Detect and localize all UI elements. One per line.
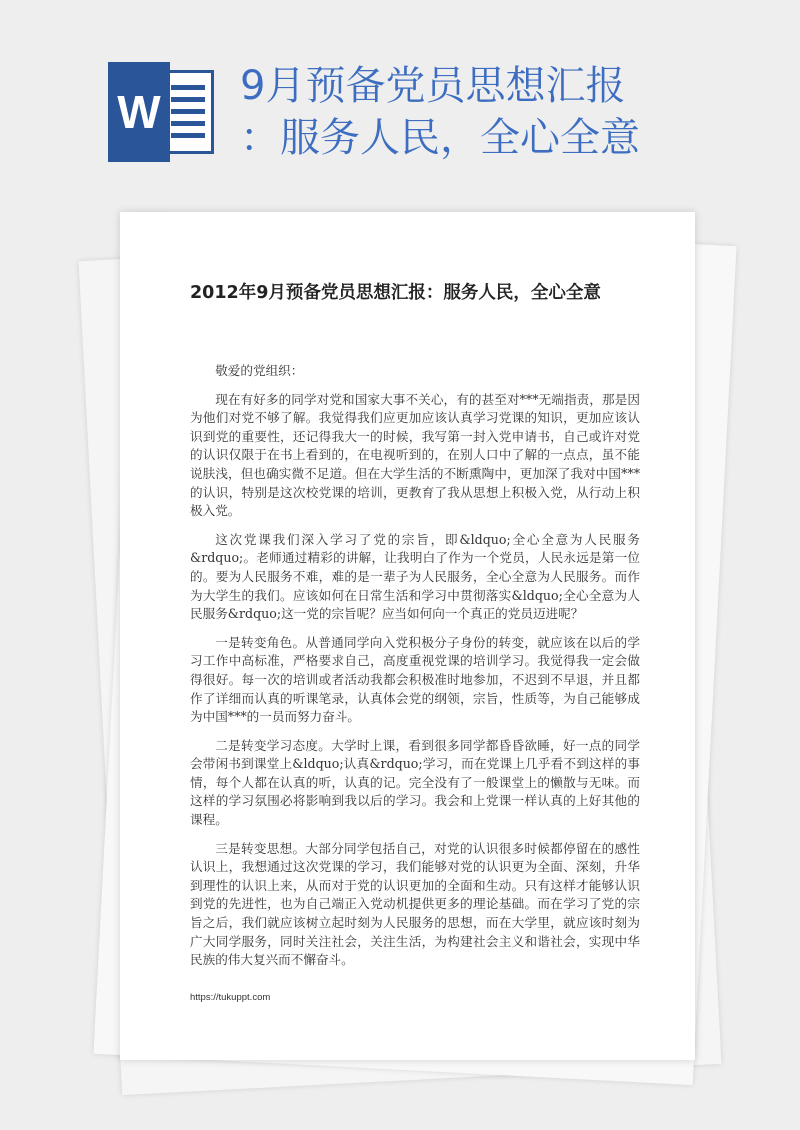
header <box>0 0 800 200</box>
page-title <box>240 60 780 164</box>
document-body <box>190 362 640 980</box>
paragraph-3: 一是转变角色。从普通同学向入党积极分子身份的转变，就应该在以后的学习工作中高标准，严格要求自己，高度重视党课的培训学习。我觉得我一定会做得很好。每一次的培训或者活动我都会积极准时地参加，不迟到不早退，并且都作了详细而认真的听课笔录，认真体会党的纲领，宗旨，性质等，为自己能够成为中国***的一员而努力奋斗。 <box>190 634 640 725</box>
document-title: 2012年9月预备党员思想汇报：服务人民，全心全意 <box>190 283 601 303</box>
salutation: 敬爱的党组织： <box>215 363 304 378</box>
title-line-1: 9月预备党员思想汇报 <box>240 63 626 109</box>
paragraph-5: 三是转变思想。大部分同学包括自己，对党的认识很多时候都停留在的感性认识上，我想通过这次党课的学习，我们能够对党的认识更为全面、深刻，升华到理性的认识上来，从而对于党的认识更加的全面和生动。只有这样才能够认识到党的先进性，也为自己端正入党动机提供更多的理论基础。而在学习了党的宗旨之后，我们就应该树立起时刻为人民服务的思想，而在大学里，就应该时刻为广大同学服务，同时关注社会，关注生活，为构建社会主义和谐社会，实现中华民族的伟大复兴而不懈奋斗。 <box>190 840 640 968</box>
word-letter: W <box>108 62 170 162</box>
paragraph-1: 现在有好多的同学对党和国家大事不关心，有的甚至对***无端指责，那是因为他们对党不够了解。我觉得我们应更加应该认真学习党课的知识，更加应该认识到党的重要性，还记得我大一的时候，我写第一封入党申请书，自己或许对党的认识仅限于在书上看到的，在电视听到的，在别人口中了解的一点点，虽不能说肤浅，但也确实微不足道。但在大学生活的不断熏陶中，更加深了我对中国***的认识，特别是这次校党课的培训，更教育了我从思想上积极入党，从行动上积极入党。 <box>190 391 640 519</box>
source-url: https://tukuppt.com <box>190 992 271 1003</box>
document-page <box>120 212 695 1060</box>
paragraph-4: 二是转变学习态度。大学时上课，看到很多同学都昏昏欲睡，好一点的同学会带闲书到课堂上&ldquo;认真&rdquo;学习，而在党课上几乎看不到这样的事情，每个人都在认真的听，认真的记。完全没有了一般课堂上的懒散与无味。而这样的学习氛围必将影响到我以后的学习。我会和上党课一样认真的上好其他的课程。 <box>190 737 640 828</box>
title-line-2: ：服务人民，全心全意 <box>240 115 640 161</box>
word-doc-icon <box>108 62 216 162</box>
paragraph-2: 这次党课我们深入学习了党的宗旨，即&ldquo;全心全意为人民服务&rdquo;。老师通过精彩的讲解，让我明白了作为一个党员，人民永远是第一位的。要为人民服务不难，难的是一辈子为人民服务，全心全意为人民服务。而作为大学生的我们。应该如何在日常生活和学习中贯彻落实&ldquo;全心全意为人民服务&rdquo;这一党的宗旨呢？应当如何向一个真正的党员迈进呢？ <box>190 531 640 622</box>
